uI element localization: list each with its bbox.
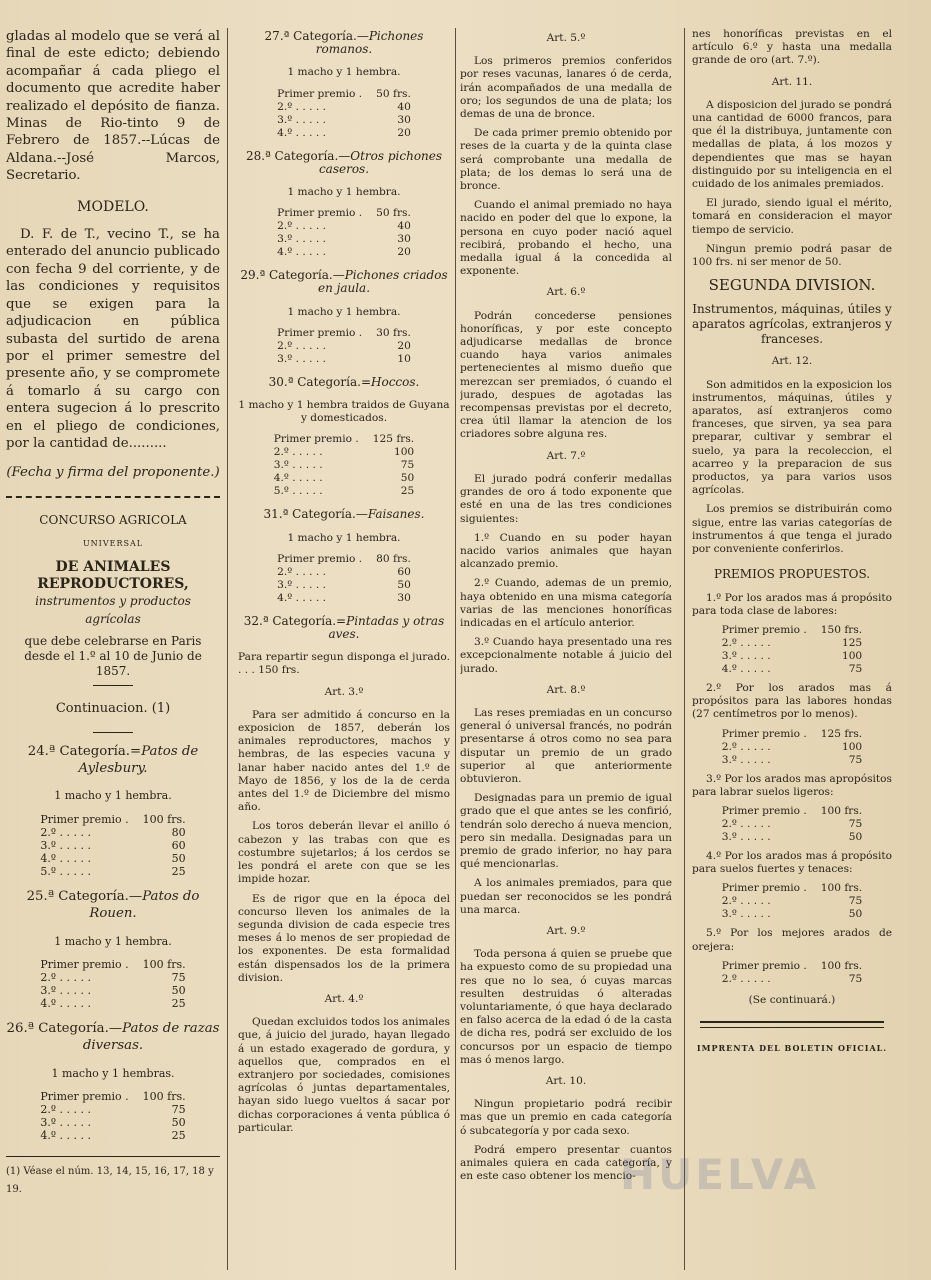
article-11-heading: Art. 11. xyxy=(771,75,813,88)
closing-rule xyxy=(700,1021,884,1028)
prize-row xyxy=(38,1103,187,1116)
category-26-heading xyxy=(6,1020,220,1055)
prize-rank: 2.º . . . . . xyxy=(277,339,326,352)
category-number: 25.ª Categoría.— xyxy=(26,888,143,904)
article-12-paragraph: Son admitidos en la exposicion los instrumentos, máquinas, útiles y aparatos, así extranjeros como franceses, que sirven, ya sea para preparar, cultivar y sembrar el suelo, ya para la recoleccion, el acarreo y la preparacion de sus productos, ya para varios usos agrícolas. xyxy=(692,378,892,497)
prize-amount: 50 xyxy=(848,908,863,921)
prize-amount: 30 xyxy=(397,113,411,126)
category-pair: 1 macho y 1 hembras. xyxy=(51,1066,175,1080)
prize-table xyxy=(38,813,187,878)
prize-rank: 3.º . . . . . xyxy=(40,984,92,998)
article-7-paragraph: 2.º Cuando, ademas de un premio, haya obtenido en una misma categoría varias de las menciones honoríficas indicadas en el artículo anterior. xyxy=(460,577,672,629)
prize-amount: 50 xyxy=(171,984,186,998)
prize-amount: 75 xyxy=(848,972,863,985)
prize-amount: 25 xyxy=(171,864,186,878)
prize-table xyxy=(720,805,864,844)
article-7-paragraph: El jurado podrá conferir medallas grandes de oro á todo exponente que esté en una de las tres condiciones siguientes: xyxy=(460,472,672,525)
prize-row xyxy=(720,663,864,676)
prize-amount: 25 xyxy=(400,485,415,498)
watermark-stamp: HUELVA xyxy=(620,1150,820,1199)
prize-rank: 3.º . . . . . xyxy=(721,649,771,662)
prize-amount: 75 xyxy=(848,662,863,675)
prize-rank: 4.º . . . . . xyxy=(273,472,323,485)
category-number: 24.ª Categoría.= xyxy=(27,743,142,759)
prize-rank: 5.º . . . . . xyxy=(273,485,323,498)
category-pair: 1 macho y 1 hembra. xyxy=(54,789,172,803)
prize-amount: 20 xyxy=(397,339,411,352)
prize-amount: 25 xyxy=(171,1129,186,1143)
prize-row xyxy=(272,459,416,472)
category-31-heading xyxy=(238,508,450,521)
prize-row xyxy=(38,997,187,1010)
prize-amount: 50 frs. xyxy=(376,87,411,100)
prize-rank: 4.º . . . . . xyxy=(277,246,326,259)
prize-amount: 100 frs. xyxy=(142,958,186,972)
category-name: Hoccos. xyxy=(371,374,420,389)
prize-amount: 50 xyxy=(400,472,415,485)
printer-imprint: IMPRENTA DEL BOLETIN OFICIAL. xyxy=(696,1042,888,1053)
prize-amount: 50 xyxy=(848,830,863,843)
prize-rank: Primer premio . xyxy=(40,958,129,972)
article-4-paragraph: Quedan excluidos todos los animales que, á juicio del jurado, hayan llegado á un estado exagerado de gordura, y aquellos que, comprados en el extranjero por sociedades, comisiones agrícolas ó juntas departamentales, hayan sido luego vueltos á sacar por dichas corporaciones á venta pública ó particular. xyxy=(238,1016,450,1134)
category-name: Patos de razas diversas. xyxy=(82,1021,220,1054)
prize-row xyxy=(720,624,864,637)
prize-rank: 2.º . . . . . xyxy=(277,100,326,113)
prize-rank: 2.º . . . . . xyxy=(721,740,771,753)
prize-row xyxy=(275,114,413,127)
category-pair: 1 macho y 1 hembra. xyxy=(287,186,401,199)
prize-row xyxy=(275,353,413,366)
prize-row xyxy=(720,831,864,844)
prize-rank: Primer premio . xyxy=(277,87,363,100)
prize-amount: 100 frs. xyxy=(820,804,863,817)
continued-text: nes honoríficas previstas en el artículo 6.º y hasta una medalla grande de oro (art. 7.º). xyxy=(692,28,892,67)
prize-row xyxy=(720,637,864,650)
article-7-paragraph: 3.º Cuando haya presentado una res excepcionalmente notable á juicio del jurado. xyxy=(460,636,672,675)
column-rule xyxy=(684,28,685,1270)
prize-rank: 2.º . . . . . xyxy=(721,895,771,908)
prize-rank: 2.º . . . . . xyxy=(40,971,92,985)
prize-rank: Primer premio . xyxy=(721,623,807,636)
prize-row xyxy=(38,852,187,865)
modelo-text: D. F. de T., vecino T., se ha enterado del anuncio publicado con fecha 9 del corriente, y de las condiciones y requisitos que se exigen para la adjudicacion en pública subasta del surtido de arena por el primer semestre del presente año, y se compromete á tomarlo á su cargo con entera sugecion á lo prescrito en el pliego de condiciones, por la cantidad de......... xyxy=(6,227,220,451)
prize-amount: 10 xyxy=(397,352,411,365)
prize-rank: 3.º . . . . . xyxy=(721,753,771,766)
prize-table xyxy=(275,88,413,140)
celebrar-text: que debe celebrarse en Paris desde el 1.º al 10 de Junio de 1857. xyxy=(24,634,202,679)
prize-rank: 2.º . . . . . xyxy=(277,220,326,233)
article-3-paragraph: Es de rigor que en la época del concurso lleven los animales de la segunda division de cada especie tres meses á lo menos de ser propiedad de los exponentes. De esta formalidad están dispensados los de la primera division. xyxy=(238,892,450,984)
article-8-paragraph: A los animales premiados, para que puedan ser reconocidos se les pondrá una marca. xyxy=(460,877,672,916)
article-9-heading: Art. 9.º xyxy=(546,924,586,937)
article-7-paragraph: 1.º Cuando en su poder hayan nacido varios animales que hayan alcanzado premio. xyxy=(460,531,672,571)
prize-row xyxy=(275,246,413,259)
article-5-paragraph: De cada primer premio obtenido por reses de la cuarta y de la quinta clase será comprobante una medalla de plata; de los demas lo será una de bronce. xyxy=(460,127,672,193)
prize-row xyxy=(720,960,864,973)
prize-amount: 100 xyxy=(841,740,863,753)
prize-amount: 30 frs. xyxy=(376,326,411,339)
article-10-heading: Art. 10. xyxy=(545,1075,587,1088)
category-name: Pintadas y otras aves. xyxy=(328,613,445,642)
prize-amount: 40 xyxy=(397,100,411,113)
prize-table xyxy=(720,728,864,767)
article-10-paragraph: Ningun propietario podrá recibir mas que un premio en cada categoría ó subcategoría y por cada sexo. xyxy=(460,1098,672,1137)
prize-amount: 60 xyxy=(171,838,186,852)
premios-heading: PREMIOS PROPUESTOS. xyxy=(713,567,871,582)
prize-amount: 20 xyxy=(397,246,411,259)
prize-row xyxy=(275,592,413,605)
prize-row xyxy=(720,650,864,663)
prize-row xyxy=(275,207,413,220)
prize-item-text: 4.º Por los arados mas á propósito para suelos fuertes y tenaces: xyxy=(692,849,892,876)
prize-row xyxy=(38,865,187,878)
column-2 xyxy=(238,28,450,1272)
prize-row xyxy=(275,553,413,566)
segunda-division-heading: SEGUNDA DIVISION. xyxy=(708,276,876,295)
prize-rank: 2.º . . . . . xyxy=(721,636,771,649)
prize-rank: Primer premio . xyxy=(277,326,363,339)
prize-amount: 20 xyxy=(397,126,411,139)
prize-rank: 3.º . . . . . xyxy=(721,908,771,921)
prize-amount: 100 frs. xyxy=(820,959,863,972)
category-32-text: Para repartir segun disponga el jurado. . . . 150 frs. xyxy=(238,651,450,677)
prize-table xyxy=(272,433,416,498)
section-divider xyxy=(6,496,220,498)
prize-amount: 75 xyxy=(848,817,863,830)
prize-amount: 50 xyxy=(397,578,411,591)
prize-row xyxy=(275,220,413,233)
continuacion-label: Continuacion. (1) xyxy=(55,701,171,717)
prize-row xyxy=(272,433,416,446)
category-32-heading xyxy=(238,615,450,641)
category-name: Otros pichones caseros. xyxy=(318,148,443,176)
prize-rank: 3.º . . . . . xyxy=(40,838,92,852)
article-3-paragraph: Los toros deberán llevar el anillo ó cabezon y las trabas con que es costumbre sujetarlos; á los cerdos se les pondrá el arete con que se les impide hozar. xyxy=(238,820,450,886)
prize-table xyxy=(720,882,864,921)
fecha-firma: (Fecha y firma del proponente.) xyxy=(6,465,220,481)
column-4 xyxy=(692,28,892,1272)
article-5-heading: Art. 5.º xyxy=(546,32,586,44)
article-9-paragraph: Toda persona á quien se pruebe que ha expuesto como de su propiedad una res que no lo sea, ó cuyas marcas resulten destruidas ó alteradas voluntariamente, ó que haya declarado en falso acerca de la edad ó de la casta de dicha res, podrá ser excluido de los concursos por un espacio de tiempo mas ó menos largo. xyxy=(460,948,672,1066)
prize-table xyxy=(720,960,864,986)
prize-rank: 4.º . . . . . xyxy=(721,662,771,675)
prize-row xyxy=(38,1090,187,1103)
instrumentos-subheading: instrumentos y productos agrícolas xyxy=(35,594,191,626)
article-8-paragraph: Las reses premiadas en un concurso general ó universal francés, no podrán presentarse á otros como no sea para disputar un premio de un grado superior al que anteriormente obtuvieron. xyxy=(460,706,672,785)
prize-item-text: 1.º Por los arados mas á propósito para toda clase de labores: xyxy=(692,591,892,617)
prize-amount: 100 frs. xyxy=(142,812,186,826)
category-name: Faisanes. xyxy=(367,507,425,522)
edict-closing-text: gladas al modelo que se verá al final de este edicto; debiendo acompañar á cada pliego el documento que acredite haber realizado el depósito de fianza. Minas de Rio-tinto 9 de Febrero de 1857.--Lúcas de Aldana.--José Marcos, Secretario. xyxy=(6,29,220,184)
category-24-heading xyxy=(6,743,220,778)
prize-rank: Primer premio . xyxy=(277,552,363,565)
prize-rank: 2.º . . . . . xyxy=(721,817,771,830)
prize-row xyxy=(275,340,413,353)
category-number: 30.ª Categoría.= xyxy=(268,374,372,389)
prize-row xyxy=(272,472,416,485)
prize-rank: 4.º . . . . . xyxy=(40,851,92,865)
prize-rank: 3.º . . . . . xyxy=(277,578,326,591)
category-30-heading xyxy=(238,376,450,389)
prize-amount: 100 xyxy=(841,649,863,662)
prize-rank: 4.º . . . . . xyxy=(40,997,92,1011)
prize-rank: Primer premio . xyxy=(721,727,807,740)
animales-heading: DE ANIMALES REPRODUCTORES, xyxy=(37,558,189,592)
category-number: 29.ª Categoría.— xyxy=(240,268,345,283)
prize-row xyxy=(272,485,416,498)
article-11-paragraph: A disposicion del jurado se pondrá una cantidad de 6000 francos, para que él la distribuya, juntamente con medallas de plata, á los mozos y dependientes que mas se hayan distinguido por su inteligencia en el cuidado de los animales premiados. xyxy=(692,98,892,191)
article-6-heading: Art. 6.º xyxy=(546,286,586,299)
category-name: Patos do Rouen. xyxy=(89,888,200,922)
article-5-paragraph: Los primeros premios conferidos por reses vacunas, lanares ó de cerda, irán acompañados de una medalla de oro; los segundos de una de plata; los demas de una de bronce. xyxy=(460,55,672,121)
prize-amount: 25 xyxy=(171,997,186,1011)
prize-amount: 100 frs. xyxy=(820,882,863,895)
prize-rank: 3.º . . . . . xyxy=(277,233,326,246)
article-10-paragraph: Podrá empero presentar cuantos animales quiera en cada categoría, y en este caso obtener los mencio- xyxy=(460,1143,672,1183)
prize-rank: 4.º . . . . . xyxy=(40,1129,92,1143)
prize-amount: 80 frs. xyxy=(376,552,411,565)
prize-rank: 2.º . . . . . xyxy=(721,972,771,985)
column-3 xyxy=(460,28,672,1272)
column-1 xyxy=(6,28,220,1272)
short-rule xyxy=(93,685,133,686)
category-pair: 1 macho y 1 hembra. xyxy=(287,531,401,544)
prize-row xyxy=(275,233,413,246)
prize-amount: 75 xyxy=(400,459,415,472)
prize-amount: 75 xyxy=(848,753,863,766)
prize-row xyxy=(275,127,413,140)
column-rule xyxy=(227,28,228,1270)
prize-row xyxy=(720,754,864,767)
article-11-paragraph: Ningun premio podrá pasar de 100 frs. ni ser menor de 50. xyxy=(692,242,892,269)
prize-row xyxy=(275,566,413,579)
concurso-heading: CONCURSO AGRICOLA xyxy=(39,512,187,527)
prize-row xyxy=(275,101,413,114)
prize-rank: Primer premio . xyxy=(721,959,807,972)
prize-table xyxy=(38,1090,187,1142)
prize-rank: Primer premio . xyxy=(721,882,807,895)
prize-row xyxy=(38,984,187,997)
prize-amount: 125 xyxy=(841,636,863,649)
article-4-heading: Art. 4.º xyxy=(324,992,364,1005)
prize-amount: 50 xyxy=(171,851,186,865)
prize-amount: 100 frs. xyxy=(142,1090,186,1104)
article-8-heading: Art. 8.º xyxy=(546,683,586,696)
prize-table xyxy=(720,624,864,676)
modelo-heading: MODELO. xyxy=(77,198,149,215)
category-25-heading xyxy=(6,888,220,923)
category-name: Pichones romanos. xyxy=(315,29,424,57)
category-pair: 1 macho y 1 hembra. xyxy=(287,305,401,318)
article-3-paragraph: Para ser admitido á concurso en la exposicion de 1857, deberán los animales reproductores, machos y hembras, de las especies vacuna y lanar haber nacido antes del 1.º de Mayo de 1856, y los de la de cerda antes del 1.º de Diciembre del mismo año. xyxy=(238,708,450,814)
continuara-label: (Se continuará.) xyxy=(748,993,836,1006)
category-pair: 1 macho y 1 hembra traidos de Guyana y domesticados. xyxy=(238,399,450,425)
segunda-division-subheading: Instrumentos, máquinas, útiles y aparatos agrícolas, extranjeros y franceses. xyxy=(692,302,892,347)
prize-rank: 3.º . . . . . xyxy=(40,1116,92,1130)
prize-rank: 2.º . . . . . xyxy=(277,565,326,578)
prize-row xyxy=(275,579,413,592)
prize-row xyxy=(720,728,864,741)
prize-row xyxy=(720,908,864,921)
prize-row xyxy=(38,1116,187,1129)
prize-table xyxy=(275,207,413,259)
category-name: Patos de Aylesbury. xyxy=(78,743,199,776)
category-number: 32.ª Categoría.= xyxy=(243,613,347,628)
prize-rank: Primer premio . xyxy=(277,207,363,220)
universal-heading: UNIVERSAL xyxy=(82,539,144,549)
prize-table xyxy=(275,553,413,605)
short-rule xyxy=(93,732,133,733)
prize-rank: 2.º . . . . . xyxy=(40,825,92,839)
prize-rank: 4.º . . . . . xyxy=(277,126,326,139)
category-pair: 1 macho y 1 hembra. xyxy=(287,66,401,79)
prize-amount: 75 xyxy=(848,895,863,908)
article-11-paragraph: El jurado, siendo igual el mérito, tomará en consideracion el mayor tiempo de servicio. xyxy=(692,197,892,236)
prize-amount: 125 frs. xyxy=(820,727,863,740)
prize-amount: 40 xyxy=(397,220,411,233)
article-3-heading: Art. 3.º xyxy=(324,685,364,698)
prize-rank: Primer premio . xyxy=(40,1090,129,1104)
prize-rank: 2.º . . . . . xyxy=(40,1103,92,1117)
prize-amount: 80 xyxy=(171,825,186,839)
prize-rank: 3.º . . . . . xyxy=(273,459,323,472)
prize-rank: Primer premio . xyxy=(273,433,359,446)
prize-amount: 60 xyxy=(397,565,411,578)
prize-row xyxy=(720,741,864,754)
prize-table xyxy=(275,327,413,366)
prize-rank: 2.º . . . . . xyxy=(273,446,323,459)
article-12-paragraph: Los premios se distribuirán como sigue, entre las varias categorías de instrumentos á que tenga el jurado por conveniente conferirlos. xyxy=(692,503,892,556)
category-number: 28.ª Categoría.— xyxy=(245,148,351,163)
prize-row xyxy=(38,971,187,984)
prize-amount: 30 xyxy=(397,591,411,604)
category-pair: 1 macho y 1 hembra. xyxy=(54,934,172,948)
category-number: 31.ª Categoría.— xyxy=(263,507,368,522)
prize-amount: 75 xyxy=(171,971,186,985)
category-27-heading xyxy=(238,30,450,56)
prize-row xyxy=(720,882,864,895)
article-7-heading: Art. 7.º xyxy=(546,449,586,462)
prize-row xyxy=(720,818,864,831)
prize-rank: 3.º . . . . . xyxy=(277,352,326,365)
category-number: 27.ª Categoría.— xyxy=(264,29,369,43)
prize-amount: 150 frs. xyxy=(820,623,863,636)
article-8-paragraph: Designadas para un premio de igual grado que el que antes se les confirió, tendrán solo derecho á nueva mencion, pero sin medalla. Designadas para un premio de grado inferior, no hay para qué mencionarlas. xyxy=(460,792,672,871)
category-number: 26.ª Categoría.— xyxy=(6,1021,123,1037)
prize-rank: Primer premio . xyxy=(40,812,129,826)
prize-item-text: 2.º Por los arados mas á propósitos para las labores hondas (27 centímetros por lo menos). xyxy=(692,681,892,721)
prize-row xyxy=(38,958,187,971)
category-name: Pichones criados en jaula. xyxy=(317,268,448,296)
prize-item-text: 5.º Por los mejores arados de orejera: xyxy=(692,927,892,953)
prize-row xyxy=(720,805,864,818)
prize-amount: 125 frs. xyxy=(372,433,415,446)
prize-row xyxy=(720,973,864,986)
article-12-heading: Art. 12. xyxy=(771,355,813,368)
article-6-paragraph: Podrán concederse pensiones honoríficas, y por este concepto adjudicarse medallas de bronce cuando haya varios animales pertenecientes al mismo dueño que merezcan ser premiados, ó cuando el jurado, despues de agotadas las recompensas previstas por el decreto, crea útil llamar la atencion de los criadores sobre alguna res. xyxy=(460,309,672,441)
prize-amount: 75 xyxy=(171,1103,186,1117)
prize-rank: 5.º . . . . . xyxy=(40,864,92,878)
prize-rank: 3.º . . . . . xyxy=(277,113,326,126)
prize-table xyxy=(38,958,187,1010)
prize-amount: 50 xyxy=(171,1116,186,1130)
column-rule xyxy=(455,28,456,1270)
prize-rank: Primer premio . xyxy=(721,804,807,817)
prize-row xyxy=(38,826,187,839)
category-29-heading xyxy=(238,269,450,295)
article-5-paragraph: Cuando el animal premiado no haya nacido en poder del que lo expone, la persona en cuyo poder nació aquel recibirá, probando el hecho, una medalla igual á la concedida al exponente. xyxy=(460,199,672,278)
prize-row xyxy=(38,1129,187,1142)
footnote: (1) Véase el núm. 13, 14, 15, 16, 17, 18 y 19. xyxy=(6,1156,220,1198)
category-28-heading xyxy=(238,150,450,176)
prize-row xyxy=(38,839,187,852)
prize-item-text: 3.º Por los arados mas apropósitos para labrar suelos ligeros: xyxy=(692,772,892,798)
prize-row xyxy=(275,88,413,101)
prize-rank: 4.º . . . . . xyxy=(277,591,326,604)
prize-amount: 100 xyxy=(393,446,415,459)
prize-amount: 50 frs. xyxy=(376,207,411,220)
prize-row xyxy=(720,895,864,908)
prize-row xyxy=(275,327,413,340)
prize-rank: 3.º . . . . . xyxy=(721,830,771,843)
prize-row xyxy=(38,813,187,826)
prize-row xyxy=(272,446,416,459)
prize-amount: 30 xyxy=(397,233,411,246)
